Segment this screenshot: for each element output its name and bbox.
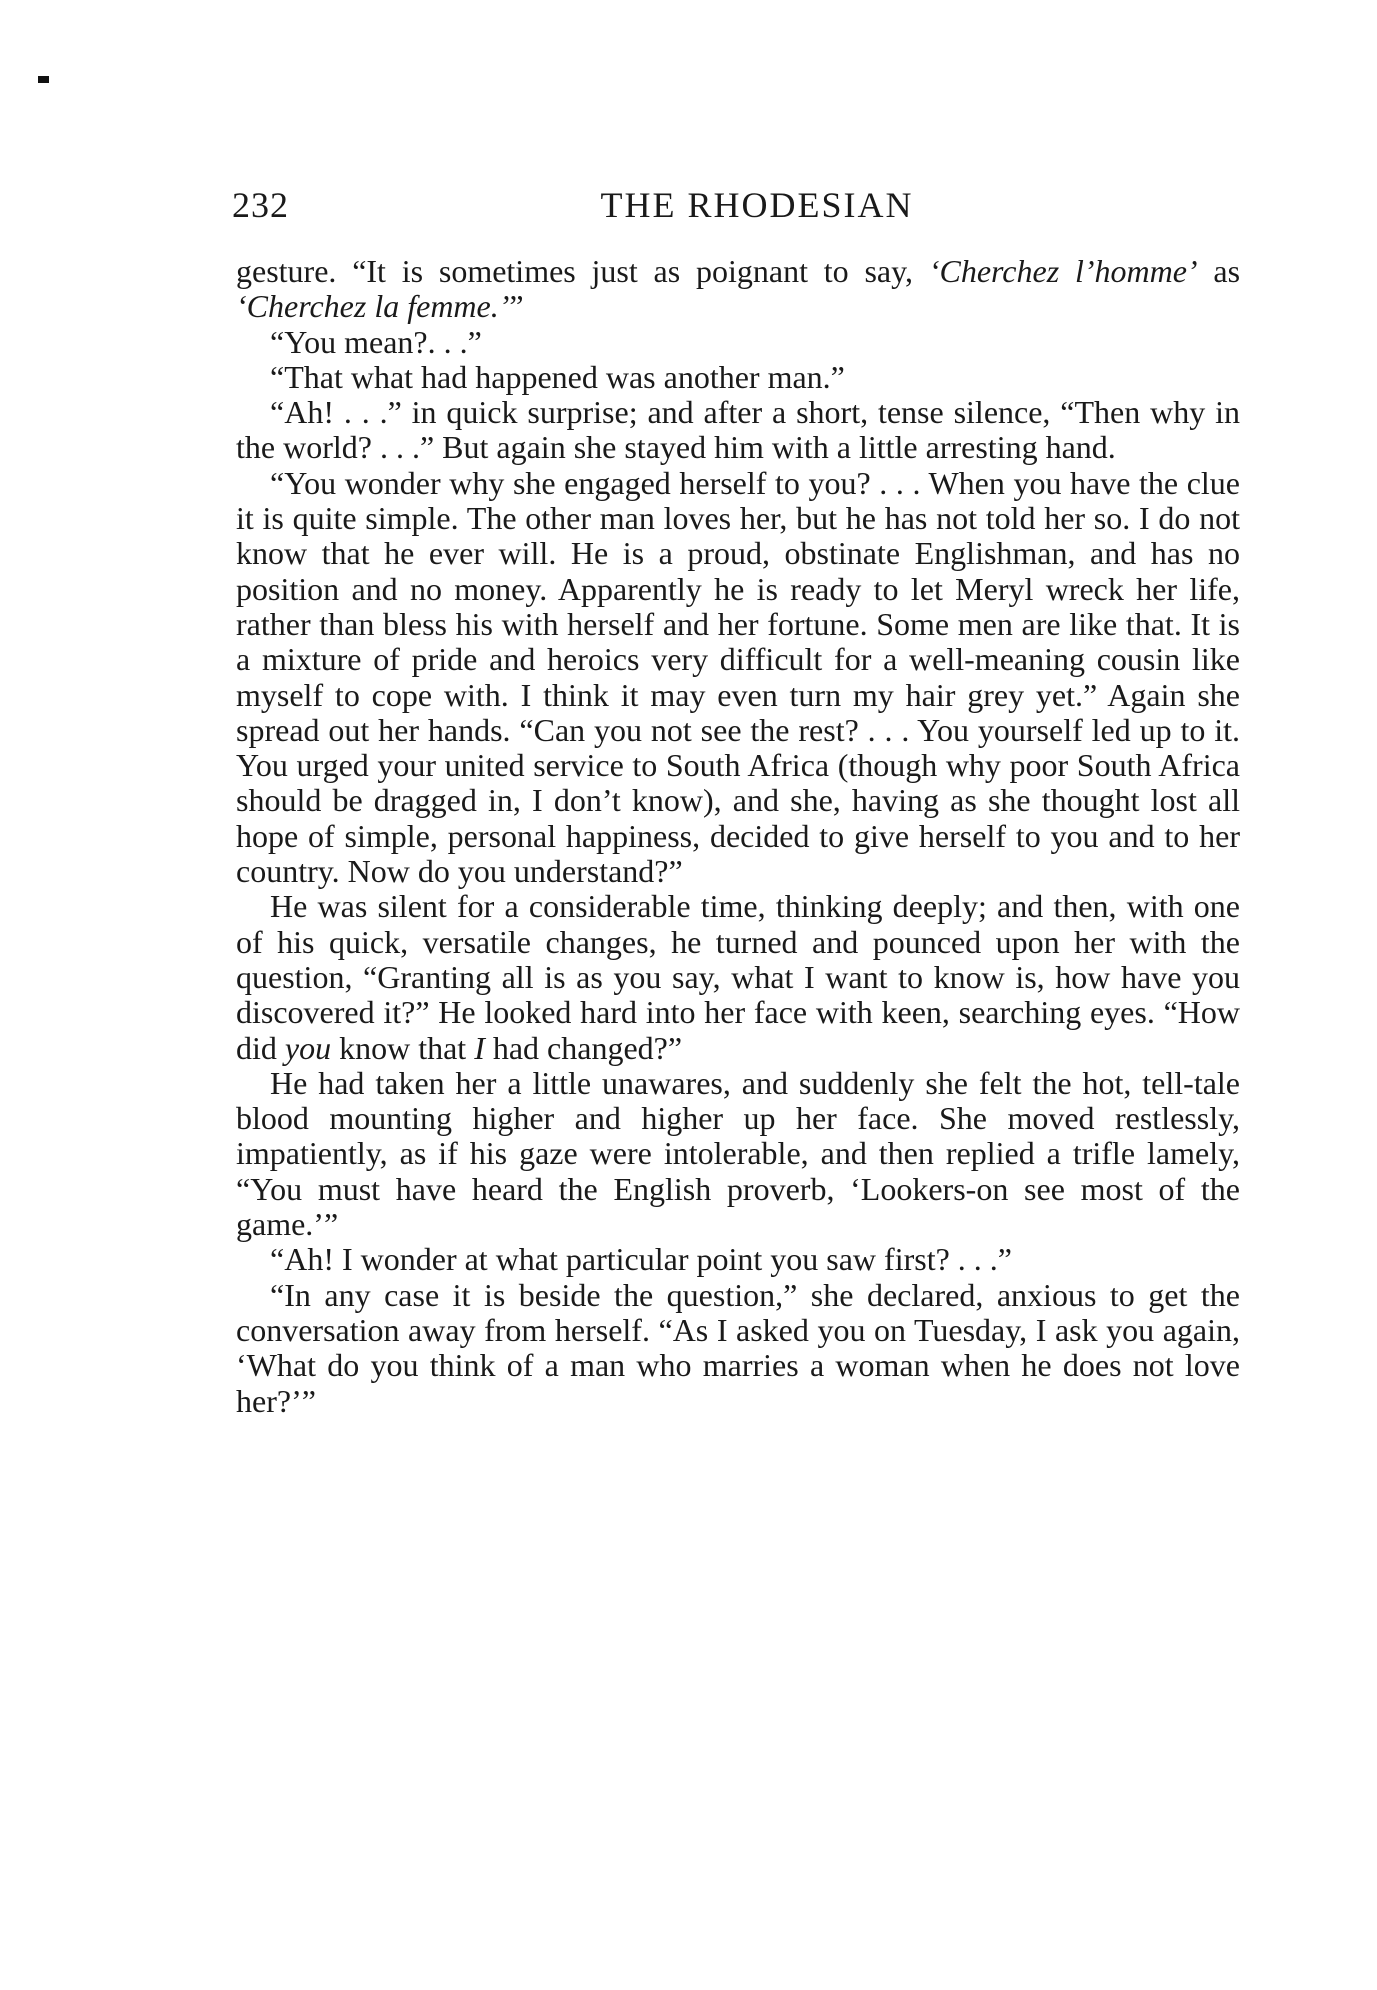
paragraph-6: He was silent for a considerable time, thinking deeply; and then, with one of his quick, versatile changes, he turned and pounced upon her with the question, “Granting all is as you say, what I want to know is, how have you discovered it?” He looked hard into her face with keen, searching eyes. “How did you know that I had changed?” (236, 888, 1240, 1066)
italic-word: I (474, 1029, 485, 1066)
scan-mark (38, 76, 49, 83)
paragraph-1: gesture. “It is sometimes just as poignant to say, ‘Cherchez l’homme’ as ‘Cherchez la femme.’” (236, 253, 1241, 325)
page-number: 232 (232, 185, 289, 225)
page-header (232, 184, 1242, 230)
italic-phrase: ‘Cherchez la femme.’ (236, 288, 510, 325)
paragraph-5: “You wonder why she engaged herself to you? . . . When you have the clue it is quite simple. The other man loves her, but he has not told her so. I do not know that he ever will. He is a proud, obstinate Englishman, and has no position and no money. Apparently he is ready to let Meryl wreck her life, rather than bless his with herself and her fortune. Some men are like that. It is a mixture of pride and heroics very difficult for a well-meaning cousin like myself to cope with. I think it may even turn my hair grey yet.” Again she spread out her hands. “Can you not see the rest? . . . You yourself led up to it. You urged your united service to South Africa (though why poor South Africa should be dragged in, I don’t know), and she, having as she thought lost all hope of simple, personal happiness, decided to give herself to you and to her country. Now do you understand?” (236, 464, 1240, 890)
body-text (236, 254, 1240, 1419)
italic-phrase: ‘Cherchez l’homme’ (928, 253, 1198, 289)
running-head: THE RHODESIAN (600, 185, 914, 225)
italic-word: you (284, 1029, 332, 1066)
paragraph-8: “Ah! I wonder at what particular point you saw first? . . .” (270, 1241, 1012, 1278)
paragraph-3: “That what had happened was another man.” (270, 358, 845, 395)
paragraph-4: “Ah! . . .” in quick surprise; and after a short, tense silence, “Then why in the world? . . .” But again she stayed him with a little arresting hand. (236, 394, 1240, 466)
paragraph-2: “You mean?. . .” (270, 323, 482, 360)
paragraph-7: He had taken her a little unawares, and suddenly she felt the hot, tell-tale blood mounting higher and higher up her face. She moved restlessly, impatiently, as if his gaze were intolerable, and then replied a trifle lamely, “You must have heard the English proverb, ‘Lookers-on see most of the game.’” (236, 1064, 1240, 1243)
paragraph-9: “In any case it is beside the question,” she declared, anxious to get the conversation away from herself. “As I asked you on Tuesday, I ask you again, ‘What do you think of a man who marries a woman when he does not love her?’” (236, 1276, 1240, 1419)
